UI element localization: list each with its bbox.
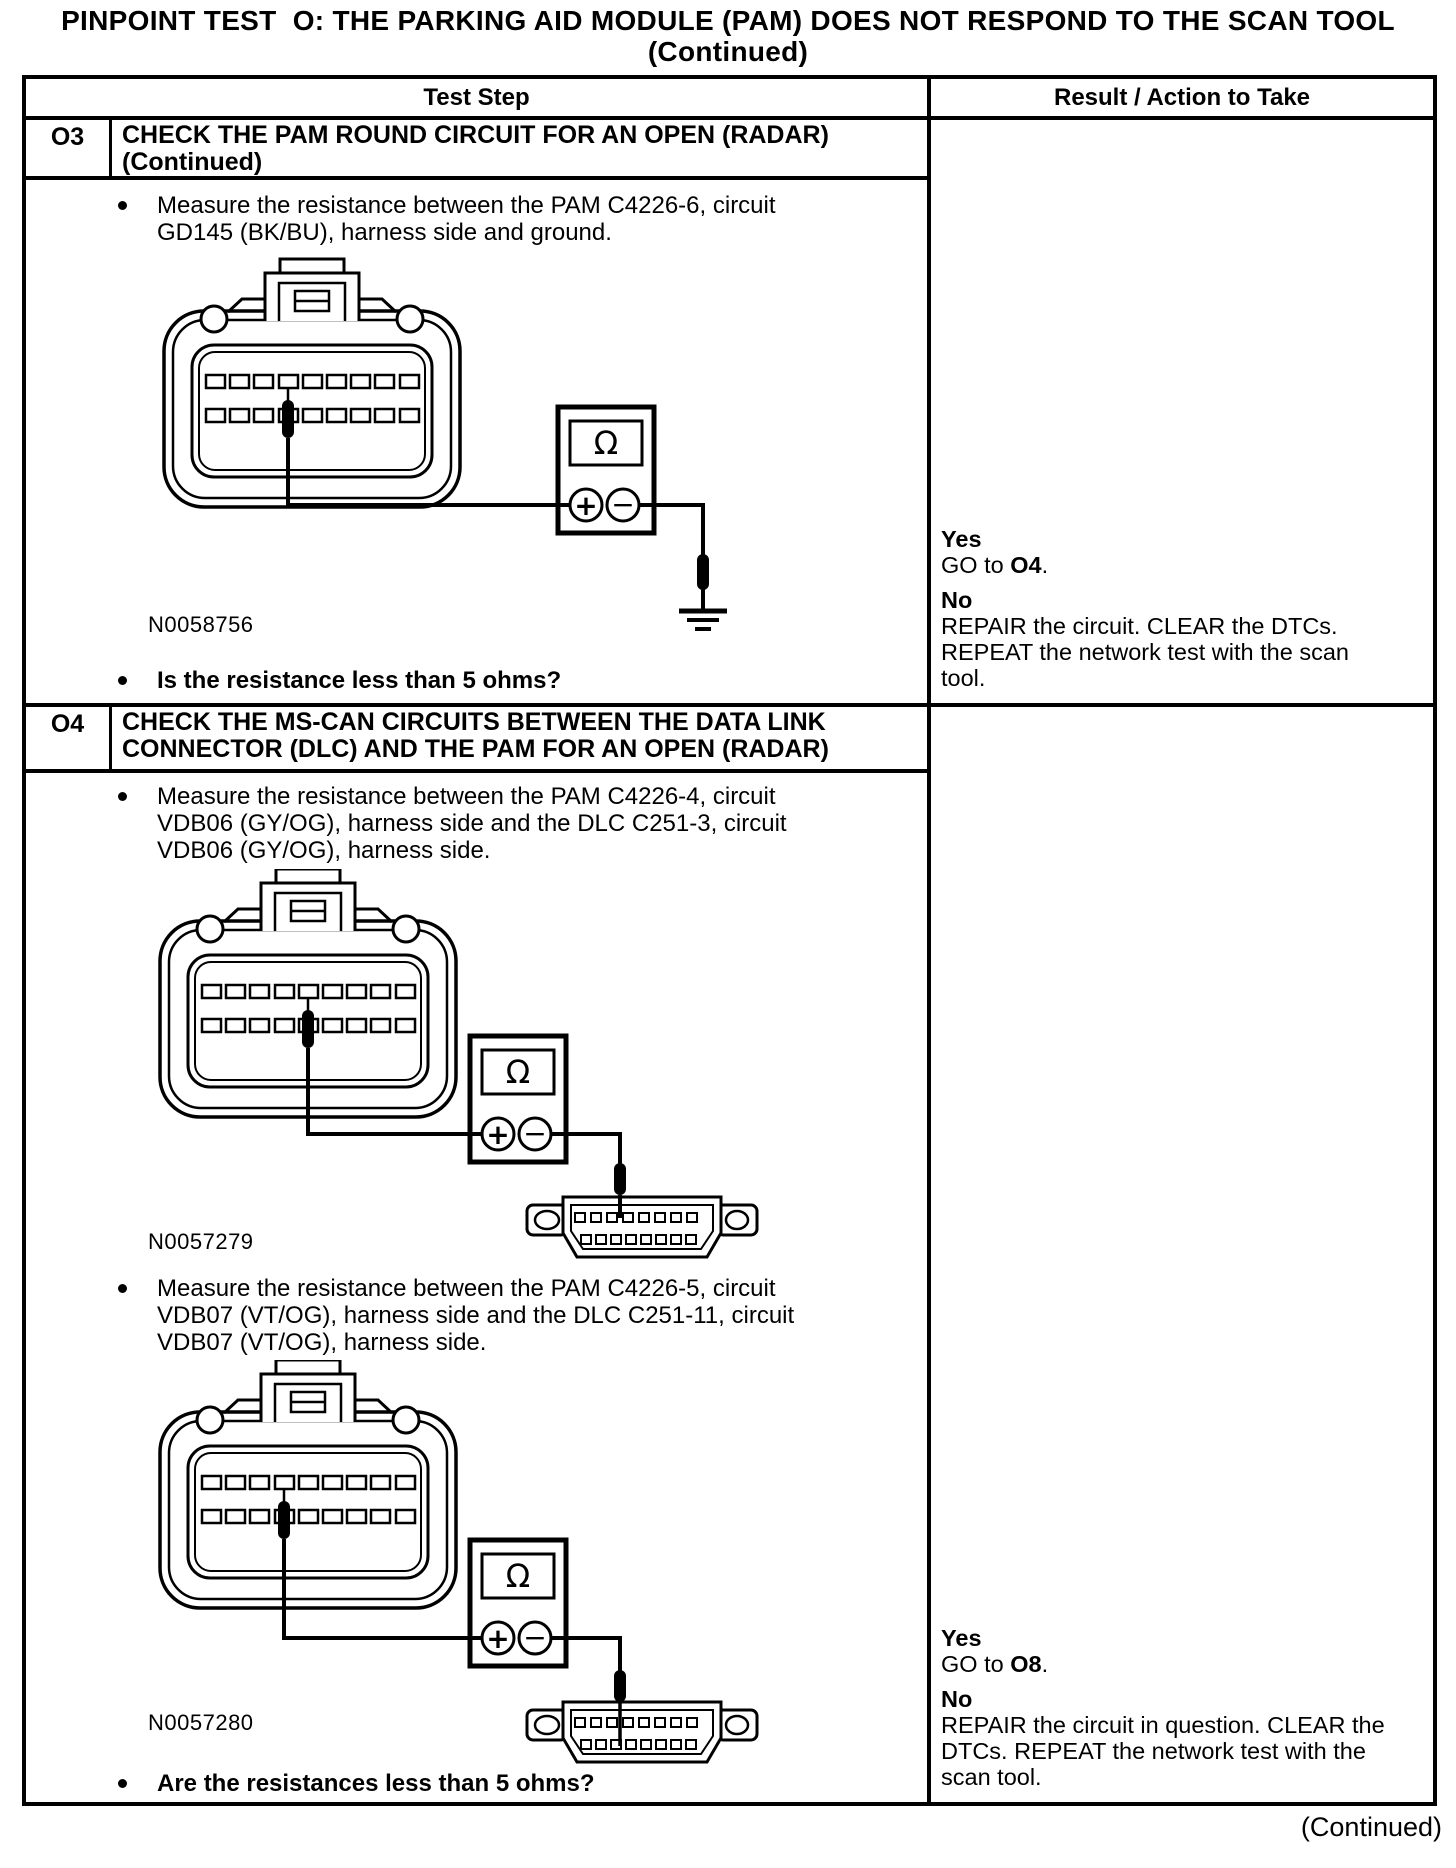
ohmmeter-icon [558,407,654,533]
column-header-test-step: Test Step [26,79,931,116]
dlc-connector [527,1702,757,1762]
bullet-icon [118,792,127,801]
figure-pam-to-dlc-2 [130,1360,927,1770]
ohmmeter-icon [470,1540,566,1666]
test-probe-icon [282,400,294,438]
test-probe-icon [302,1010,314,1048]
figure-label: N0057279 [148,1229,254,1254]
ground-icon [679,611,727,629]
result-no-label: No [941,587,973,613]
pam-connector [160,1360,456,1608]
figure-pam-to-dlc-1 [130,869,927,1263]
bullet-text: Measure the resistance between the PAM C4226-6, circuit GD145 (BK/BU), harness side and ground. [157,192,776,246]
result-yes-action: GO to O4. [941,552,1049,578]
step-title: CHECK THE MS-CAN CIRCUITS BETWEEN THE DATA LINK CONNECTOR (DLC) AND THE PAM FOR AN OPEN (RADAR) [122,708,829,763]
column-header-result: Result / Action to Take [1053,83,1311,111]
step-header-o3 [26,120,927,180]
result-yes-label: Yes [941,1625,982,1651]
page-title: PINPOINT TEST O: THE PARKING AID MODULE (PAM) DOES NOT RESPOND TO THE SCAN TOOL (Continued) [61,5,1395,67]
bullet-icon [118,201,127,210]
bullet-text: Measure the resistance between the PAM C4226-5, circuit VDB07 (VT/OG), harness side and the DLC C251-11, circuit VDB07 (VT/OG), harness side. [157,1275,795,1356]
bullet-icon [118,1779,127,1788]
table-header-row [26,79,1433,120]
figure-pam-to-ground [130,254,927,656]
continued-footer: (Continued) [1300,1812,1442,1842]
result-cell-o3 [931,120,1433,703]
step-title: CHECK THE PAM ROUND CIRCUIT FOR AN OPEN (RADAR) (Continued) [122,121,829,176]
result-yes-label: Yes [941,526,982,552]
pinpoint-test-table [22,75,1437,1806]
table-row [26,120,1433,707]
step-body-o3 [26,180,927,703]
test-probe-icon [614,1670,626,1702]
instruction-bullet [118,192,927,246]
bullet-icon [118,1284,127,1293]
test-step-cell-o3 [26,120,931,703]
figure-label: N0057280 [148,1710,254,1735]
step-question: Is the resistance less than 5 ohms? [118,667,927,703]
bullet-icon [118,676,127,685]
wiring-diagram-3 [130,1360,770,1770]
instruction-bullet [118,1275,927,1356]
dlc-connector [527,1197,757,1257]
test-step-cell-o4 [26,707,931,1802]
result-no-action: REPAIR the circuit. CLEAR the DTCs. REPEAT the network test with the scan tool. [941,613,1349,691]
table-row [26,707,1433,1802]
instruction-bullet [118,783,927,864]
pam-connector [164,259,460,507]
step-number: O3 [26,120,112,176]
bullet-text: Measure the resistance between the PAM C4226-4, circuit VDB06 (GY/OG), harness side and the DLC C251-3, circuit VDB06 (GY/OG), harness side. [157,783,787,864]
figure-label: N0058756 [148,612,254,637]
step-body-o4 [26,773,927,1802]
result-cell-o4 [931,707,1433,1802]
wiring-diagram-2 [130,869,770,1263]
step-header-o4 [26,707,927,773]
test-probe-icon [614,1163,626,1195]
ohmmeter-icon [470,1036,566,1162]
result-no-label: No [941,1686,973,1712]
step-question: Are the resistances less than 5 ohms? [118,1770,927,1802]
test-probe-icon [278,1501,290,1539]
step-number: O4 [26,707,112,769]
wiring-diagram-1 [130,254,750,656]
result-yes-action: GO to O8. [941,1651,1049,1677]
result-no-action: REPAIR the circuit in question. CLEAR the DTCs. REPEAT the network test with the scan tool. [941,1712,1385,1790]
test-probe-icon [697,554,709,590]
